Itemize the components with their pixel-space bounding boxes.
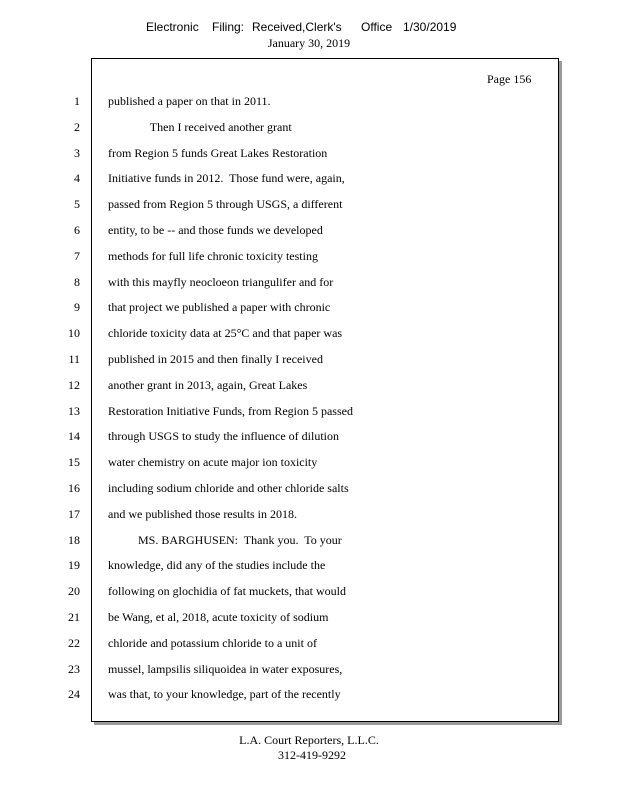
- line-number: 16: [68, 481, 80, 495]
- transcript-line: [0, 608, 618, 626]
- line-number: 8: [74, 274, 80, 289]
- transcript-line: [0, 402, 618, 420]
- transcript-line: [0, 324, 618, 342]
- line-text: with this mayfly neocloeon triangulifer and for: [108, 274, 334, 289]
- line-number: 2: [74, 119, 80, 134]
- line-text: chloride toxicity data at 25°C and that paper was: [108, 326, 343, 341]
- line-text: knowledge, did any of the studies include the: [108, 558, 326, 573]
- transcript-line: [0, 195, 618, 213]
- page-number: Page 156: [487, 72, 532, 86]
- line-text: published a paper on that in 2011.: [108, 94, 271, 108]
- line-text: that project we published a paper with chronic: [108, 300, 331, 315]
- transcript-line: [0, 556, 618, 574]
- filing-header-filing: Filing:: [212, 20, 245, 34]
- filing-header-office: Office: [361, 20, 393, 34]
- transcript-line: [0, 273, 618, 291]
- line-text: methods for full life chronic toxicity testing: [108, 248, 318, 263]
- line-text: mussel, lampsilis siliquoidea in water exposures,: [108, 661, 343, 676]
- transcript-line: [0, 144, 618, 162]
- filing-header-electronic: Electronic: [146, 20, 199, 34]
- transcript-line: [0, 92, 618, 110]
- line-text: Restoration Initiative Funds, from Region 5 passed: [108, 403, 353, 418]
- transcript-line: [0, 453, 618, 471]
- transcript-line: [0, 376, 618, 394]
- line-number: 10: [68, 326, 80, 341]
- filing-date-long: January 30, 2019: [267, 36, 351, 50]
- line-text: Then I received another grant: [108, 119, 292, 134]
- transcript-line: [0, 350, 618, 368]
- line-text: Initiative funds in 2012. Those fund were, again,: [108, 171, 345, 186]
- transcript-line: [0, 427, 618, 445]
- line-number: 15: [68, 455, 80, 470]
- transcript-line: [0, 531, 618, 549]
- transcript-line: [0, 634, 618, 652]
- line-text: another grant in 2013, again, Great Lakes: [108, 377, 308, 392]
- line-number: 3: [74, 145, 80, 160]
- line-text: MS. BARGHUSEN: Thank you. To your: [108, 532, 342, 547]
- line-text: water chemistry on acute major ion toxicity: [108, 455, 318, 470]
- transcript-line: [0, 169, 618, 187]
- transcript-line: [0, 221, 618, 239]
- line-text: passed from Region 5 through USGS, a different: [108, 197, 343, 212]
- footer-phone: 312-419-9292: [278, 748, 346, 762]
- transcript-line: [0, 247, 618, 265]
- line-text: from Region 5 funds Great Lakes Restoration: [108, 145, 328, 160]
- transcript-line: [0, 298, 618, 316]
- line-text: following on glochidia of fat muckets, that would: [108, 584, 346, 599]
- transcript-line: [0, 479, 618, 497]
- line-text: published in 2015 and then finally I received: [108, 352, 323, 366]
- transcript-line: [0, 582, 618, 600]
- line-number: 14: [68, 429, 80, 444]
- line-number: 18: [68, 532, 80, 547]
- filing-header-received: Received,Clerk's: [252, 20, 342, 34]
- line-number: 11: [68, 352, 80, 366]
- line-text: was that, to your knowledge, part of the recently: [108, 687, 341, 702]
- line-text: including sodium chloride and other chloride salts: [108, 481, 349, 495]
- line-number: 23: [68, 661, 80, 676]
- line-text: be Wang, et al, 2018, acute toxicity of sodium: [108, 610, 329, 624]
- line-number: 21: [68, 610, 80, 624]
- line-text: entity, to be -- and those funds we developed: [108, 223, 323, 237]
- line-number: 1: [74, 94, 80, 108]
- line-number: 7: [74, 248, 80, 263]
- transcript-line: [0, 685, 618, 703]
- line-number: 17: [68, 506, 80, 521]
- line-number: 22: [68, 635, 80, 650]
- line-number: 24: [68, 687, 80, 702]
- line-number: 6: [74, 223, 80, 237]
- line-number: 5: [74, 197, 80, 212]
- line-text: through USGS to study the influence of dilution: [108, 429, 339, 444]
- line-number: 9: [74, 300, 80, 315]
- line-number: 13: [68, 403, 80, 418]
- line-number: 19: [68, 558, 80, 573]
- filing-header-date: 1/30/2019: [403, 20, 457, 34]
- transcript-line: [0, 505, 618, 523]
- line-number: 20: [68, 584, 80, 599]
- line-number: 12: [68, 377, 80, 392]
- line-number: 4: [74, 171, 80, 186]
- filing-header: [0, 20, 618, 36]
- line-text: and we published those results in 2018.: [108, 506, 297, 521]
- transcript-line: [0, 118, 618, 136]
- footer-reporter: L.A. Court Reporters, L.L.C.: [239, 733, 379, 747]
- transcript-line: [0, 660, 618, 678]
- line-text: chloride and potassium chloride to a unit of: [108, 635, 317, 650]
